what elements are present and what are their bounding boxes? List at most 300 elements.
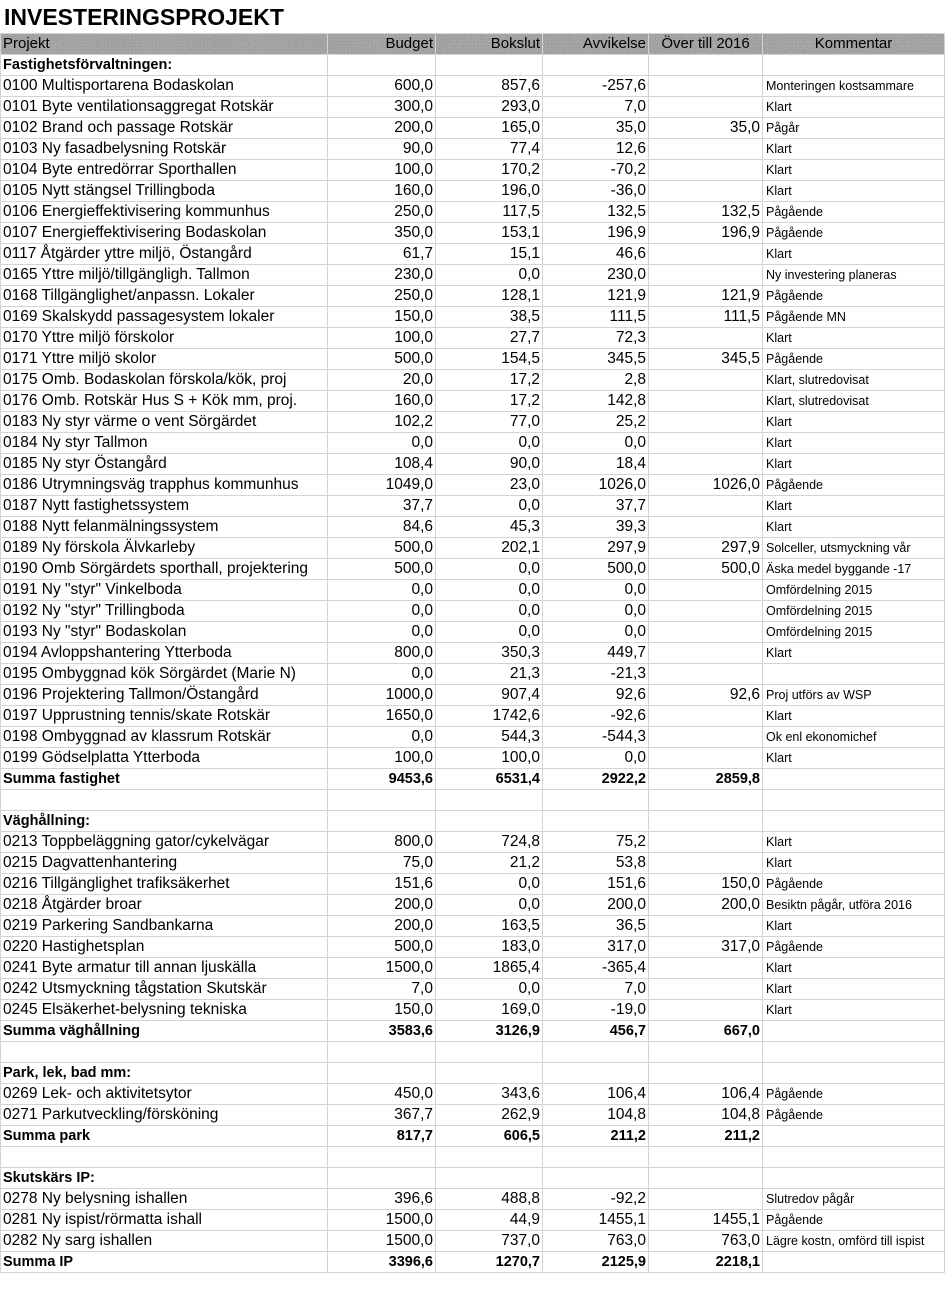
empty-cell[interactable]: [1, 790, 328, 811]
comment-cell[interactable]: Pågående: [763, 937, 945, 958]
project-cell[interactable]: 0195 Ombyggnad kök Sörgärdet (Marie N): [1, 664, 328, 685]
comment-cell[interactable]: Klart: [763, 139, 945, 160]
budget-cell[interactable]: 500,0: [328, 538, 436, 559]
over-2016-cell[interactable]: [649, 727, 763, 748]
bokslut-cell[interactable]: 0,0: [436, 580, 543, 601]
bokslut-cell[interactable]: 724,8: [436, 832, 543, 853]
budget-cell[interactable]: 1650,0: [328, 706, 436, 727]
budget-cell[interactable]: 0,0: [328, 433, 436, 454]
avvikelse-cell[interactable]: 449,7: [543, 643, 649, 664]
bokslut-cell[interactable]: 0,0: [436, 433, 543, 454]
project-cell[interactable]: 0188 Nytt felanmälningssystem: [1, 517, 328, 538]
project-cell[interactable]: 0104 Byte entredörrar Sporthallen: [1, 160, 328, 181]
project-cell[interactable]: 0168 Tillgänglighet/anpassn. Lokaler: [1, 286, 328, 307]
over-2016-cell[interactable]: [649, 181, 763, 202]
project-cell[interactable]: 0103 Ny fasadbelysning Rotskär: [1, 139, 328, 160]
empty-cell[interactable]: [763, 55, 945, 76]
avvikelse-cell[interactable]: -21,3: [543, 664, 649, 685]
over-2016-cell[interactable]: 763,0: [649, 1231, 763, 1252]
comment-cell[interactable]: Pågående: [763, 475, 945, 496]
avvikelse-cell[interactable]: 104,8: [543, 1105, 649, 1126]
bokslut-cell[interactable]: 169,0: [436, 1000, 543, 1021]
comment-cell[interactable]: Pågående: [763, 1105, 945, 1126]
project-cell[interactable]: 0176 Omb. Rotskär Hus S + Kök mm, proj.: [1, 391, 328, 412]
project-cell[interactable]: 0189 Ny förskola Älvkarleby: [1, 538, 328, 559]
comment-cell[interactable]: Klart: [763, 412, 945, 433]
empty-cell[interactable]: [763, 1168, 945, 1189]
project-cell[interactable]: 0184 Ny styr Tallmon: [1, 433, 328, 454]
empty-cell[interactable]: [649, 1147, 763, 1168]
comment-cell[interactable]: Klart: [763, 958, 945, 979]
over-2016-cell[interactable]: 500,0: [649, 559, 763, 580]
budget-cell[interactable]: 151,6: [328, 874, 436, 895]
bokslut-cell[interactable]: 857,6: [436, 76, 543, 97]
empty-cell[interactable]: [543, 1168, 649, 1189]
empty-cell[interactable]: [436, 790, 543, 811]
over-2016-cell[interactable]: [649, 454, 763, 475]
avvikelse-cell[interactable]: 18,4: [543, 454, 649, 475]
avvikelse-cell[interactable]: 2922,2: [543, 769, 649, 790]
comment-cell[interactable]: Klart: [763, 748, 945, 769]
empty-cell[interactable]: [649, 1168, 763, 1189]
comment-cell[interactable]: Klart: [763, 979, 945, 1000]
budget-cell[interactable]: 1500,0: [328, 1231, 436, 1252]
over-2016-cell[interactable]: [649, 370, 763, 391]
empty-cell[interactable]: [543, 790, 649, 811]
budget-cell[interactable]: 3396,6: [328, 1252, 436, 1273]
section-heading[interactable]: Skutskärs IP:: [1, 1168, 328, 1189]
bokslut-cell[interactable]: 117,5: [436, 202, 543, 223]
avvikelse-cell[interactable]: 2125,9: [543, 1252, 649, 1273]
empty-cell[interactable]: [763, 811, 945, 832]
section-heading[interactable]: Park, lek, bad mm:: [1, 1063, 328, 1084]
column-header[interactable]: Bokslut: [436, 34, 543, 55]
bokslut-cell[interactable]: 21,2: [436, 853, 543, 874]
bokslut-cell[interactable]: 21,3: [436, 664, 543, 685]
bokslut-cell[interactable]: 202,1: [436, 538, 543, 559]
comment-cell[interactable]: Pågående MN: [763, 307, 945, 328]
bokslut-cell[interactable]: 0,0: [436, 496, 543, 517]
budget-cell[interactable]: 500,0: [328, 349, 436, 370]
over-2016-cell[interactable]: [649, 706, 763, 727]
comment-cell[interactable]: Monteringen kostsammare: [763, 76, 945, 97]
project-cell[interactable]: 0185 Ny styr Östangård: [1, 454, 328, 475]
comment-cell[interactable]: Klart: [763, 496, 945, 517]
budget-cell[interactable]: 108,4: [328, 454, 436, 475]
budget-cell[interactable]: 817,7: [328, 1126, 436, 1147]
avvikelse-cell[interactable]: 7,0: [543, 979, 649, 1000]
over-2016-cell[interactable]: 297,9: [649, 538, 763, 559]
over-2016-cell[interactable]: 35,0: [649, 118, 763, 139]
avvikelse-cell[interactable]: 46,6: [543, 244, 649, 265]
avvikelse-cell[interactable]: 121,9: [543, 286, 649, 307]
over-2016-cell[interactable]: 106,4: [649, 1084, 763, 1105]
avvikelse-cell[interactable]: -70,2: [543, 160, 649, 181]
bokslut-cell[interactable]: 262,9: [436, 1105, 543, 1126]
comment-cell[interactable]: Klart: [763, 328, 945, 349]
avvikelse-cell[interactable]: 75,2: [543, 832, 649, 853]
project-cell[interactable]: 0220 Hastighetsplan: [1, 937, 328, 958]
over-2016-cell[interactable]: [649, 412, 763, 433]
avvikelse-cell[interactable]: 297,9: [543, 538, 649, 559]
empty-cell[interactable]: [763, 790, 945, 811]
empty-cell[interactable]: [543, 1147, 649, 1168]
bokslut-cell[interactable]: 606,5: [436, 1126, 543, 1147]
bokslut-cell[interactable]: 293,0: [436, 97, 543, 118]
comment-cell[interactable]: Klart: [763, 160, 945, 181]
bokslut-cell[interactable]: 90,0: [436, 454, 543, 475]
budget-cell[interactable]: 1500,0: [328, 958, 436, 979]
bokslut-cell[interactable]: 44,9: [436, 1210, 543, 1231]
empty-cell[interactable]: [1, 1042, 328, 1063]
bokslut-cell[interactable]: 1270,7: [436, 1252, 543, 1273]
bokslut-cell[interactable]: 488,8: [436, 1189, 543, 1210]
avvikelse-cell[interactable]: 0,0: [543, 622, 649, 643]
bokslut-cell[interactable]: 100,0: [436, 748, 543, 769]
bokslut-cell[interactable]: 0,0: [436, 265, 543, 286]
project-cell[interactable]: 0175 Omb. Bodaskolan förskola/kök, proj: [1, 370, 328, 391]
project-cell[interactable]: 0187 Nytt fastighetssystem: [1, 496, 328, 517]
avvikelse-cell[interactable]: -92,6: [543, 706, 649, 727]
avvikelse-cell[interactable]: 53,8: [543, 853, 649, 874]
comment-cell[interactable]: Klart: [763, 853, 945, 874]
avvikelse-cell[interactable]: -36,0: [543, 181, 649, 202]
budget-cell[interactable]: 600,0: [328, 76, 436, 97]
comment-cell[interactable]: Klart: [763, 643, 945, 664]
comment-cell[interactable]: Proj utförs av WSP: [763, 685, 945, 706]
budget-cell[interactable]: 350,0: [328, 223, 436, 244]
bokslut-cell[interactable]: 196,0: [436, 181, 543, 202]
bokslut-cell[interactable]: 165,0: [436, 118, 543, 139]
avvikelse-cell[interactable]: 36,5: [543, 916, 649, 937]
bokslut-cell[interactable]: 128,1: [436, 286, 543, 307]
budget-cell[interactable]: 84,6: [328, 517, 436, 538]
empty-cell[interactable]: [1, 1147, 328, 1168]
project-cell[interactable]: 0281 Ny ispist/rörmatta ishall: [1, 1210, 328, 1231]
avvikelse-cell[interactable]: 0,0: [543, 580, 649, 601]
over-2016-cell[interactable]: [649, 853, 763, 874]
column-header[interactable]: Projekt: [1, 34, 328, 55]
bokslut-cell[interactable]: 3126,9: [436, 1021, 543, 1042]
bokslut-cell[interactable]: 38,5: [436, 307, 543, 328]
bokslut-cell[interactable]: 170,2: [436, 160, 543, 181]
avvikelse-cell[interactable]: 0,0: [543, 601, 649, 622]
over-2016-cell[interactable]: [649, 97, 763, 118]
empty-cell[interactable]: [328, 1168, 436, 1189]
column-header[interactable]: Budget: [328, 34, 436, 55]
comment-cell[interactable]: Pågående: [763, 874, 945, 895]
budget-cell[interactable]: 160,0: [328, 391, 436, 412]
comment-cell[interactable]: Lägre kostn, omförd till ispist: [763, 1231, 945, 1252]
project-cell[interactable]: 0191 Ny "styr" Vinkelboda: [1, 580, 328, 601]
project-cell[interactable]: 0241 Byte armatur till annan ljuskälla: [1, 958, 328, 979]
budget-cell[interactable]: 100,0: [328, 160, 436, 181]
project-cell[interactable]: 0215 Dagvattenhantering: [1, 853, 328, 874]
budget-cell[interactable]: 0,0: [328, 664, 436, 685]
empty-cell[interactable]: [543, 1042, 649, 1063]
project-cell[interactable]: 0216 Tillgänglighet trafiksäkerhet: [1, 874, 328, 895]
comment-cell[interactable]: Klart, slutredovisat: [763, 391, 945, 412]
over-2016-cell[interactable]: [649, 916, 763, 937]
over-2016-cell[interactable]: 196,9: [649, 223, 763, 244]
avvikelse-cell[interactable]: 12,6: [543, 139, 649, 160]
comment-cell[interactable]: Klart: [763, 181, 945, 202]
comment-cell[interactable]: Pågående: [763, 1210, 945, 1231]
avvikelse-cell[interactable]: 111,5: [543, 307, 649, 328]
project-cell[interactable]: 0199 Gödselplatta Ytterboda: [1, 748, 328, 769]
over-2016-cell[interactable]: [649, 160, 763, 181]
empty-cell[interactable]: [649, 55, 763, 76]
project-cell[interactable]: Summa park: [1, 1126, 328, 1147]
over-2016-cell[interactable]: [649, 265, 763, 286]
over-2016-cell[interactable]: 121,9: [649, 286, 763, 307]
budget-cell[interactable]: 7,0: [328, 979, 436, 1000]
avvikelse-cell[interactable]: -365,4: [543, 958, 649, 979]
empty-cell[interactable]: [328, 1063, 436, 1084]
project-cell[interactable]: 0165 Yttre miljö/tillgängligh. Tallmon: [1, 265, 328, 286]
comment-cell[interactable]: Pågår: [763, 118, 945, 139]
bokslut-cell[interactable]: 154,5: [436, 349, 543, 370]
project-cell[interactable]: 0100 Multisportarena Bodaskolan: [1, 76, 328, 97]
comment-cell[interactable]: Klart: [763, 454, 945, 475]
avvikelse-cell[interactable]: 39,3: [543, 517, 649, 538]
budget-cell[interactable]: 1000,0: [328, 685, 436, 706]
avvikelse-cell[interactable]: 456,7: [543, 1021, 649, 1042]
comment-cell[interactable]: Slutredov pågår: [763, 1189, 945, 1210]
empty-cell[interactable]: [649, 811, 763, 832]
budget-cell[interactable]: 1500,0: [328, 1210, 436, 1231]
project-cell[interactable]: 0107 Energieffektivisering Bodaskolan: [1, 223, 328, 244]
budget-cell[interactable]: 3583,6: [328, 1021, 436, 1042]
project-cell[interactable]: 0213 Toppbeläggning gator/cykelvägar: [1, 832, 328, 853]
over-2016-cell[interactable]: [649, 748, 763, 769]
project-cell[interactable]: Summa väghållning: [1, 1021, 328, 1042]
empty-cell[interactable]: [436, 1042, 543, 1063]
column-header[interactable]: Avvikelse: [543, 34, 649, 55]
project-cell[interactable]: 0198 Ombyggnad av klassrum Rotskär: [1, 727, 328, 748]
project-cell[interactable]: 0190 Omb Sörgärdets sporthall, projektering: [1, 559, 328, 580]
project-cell[interactable]: 0282 Ny sarg ishallen: [1, 1231, 328, 1252]
bokslut-cell[interactable]: 23,0: [436, 475, 543, 496]
budget-cell[interactable]: 500,0: [328, 937, 436, 958]
budget-cell[interactable]: 150,0: [328, 1000, 436, 1021]
avvikelse-cell[interactable]: 92,6: [543, 685, 649, 706]
avvikelse-cell[interactable]: -19,0: [543, 1000, 649, 1021]
over-2016-cell[interactable]: [649, 1000, 763, 1021]
over-2016-cell[interactable]: 2218,1: [649, 1252, 763, 1273]
section-heading[interactable]: Väghållning:: [1, 811, 328, 832]
over-2016-cell[interactable]: [649, 958, 763, 979]
empty-cell[interactable]: [763, 1147, 945, 1168]
comment-cell[interactable]: [763, 1252, 945, 1273]
section-heading[interactable]: Fastighetsförvaltningen:: [1, 55, 328, 76]
over-2016-cell[interactable]: 345,5: [649, 349, 763, 370]
bokslut-cell[interactable]: 0,0: [436, 559, 543, 580]
avvikelse-cell[interactable]: -257,6: [543, 76, 649, 97]
over-2016-cell[interactable]: [649, 244, 763, 265]
bokslut-cell[interactable]: 0,0: [436, 622, 543, 643]
budget-cell[interactable]: 200,0: [328, 118, 436, 139]
project-cell[interactable]: 0192 Ny "styr" Trillingboda: [1, 601, 328, 622]
comment-cell[interactable]: Omfördelning 2015: [763, 601, 945, 622]
budget-cell[interactable]: 9453,6: [328, 769, 436, 790]
avvikelse-cell[interactable]: 317,0: [543, 937, 649, 958]
comment-cell[interactable]: [763, 1126, 945, 1147]
comment-cell[interactable]: Klart, slutredovisat: [763, 370, 945, 391]
budget-cell[interactable]: 200,0: [328, 916, 436, 937]
comment-cell[interactable]: Klart: [763, 916, 945, 937]
comment-cell[interactable]: Klart: [763, 244, 945, 265]
over-2016-cell[interactable]: [649, 391, 763, 412]
over-2016-cell[interactable]: [649, 517, 763, 538]
empty-cell[interactable]: [436, 1168, 543, 1189]
avvikelse-cell[interactable]: 196,9: [543, 223, 649, 244]
project-cell[interactable]: 0196 Projektering Tallmon/Östangård: [1, 685, 328, 706]
project-cell[interactable]: 0271 Parkutveckling/försköning: [1, 1105, 328, 1126]
budget-cell[interactable]: 150,0: [328, 307, 436, 328]
empty-cell[interactable]: [436, 1063, 543, 1084]
budget-cell[interactable]: 0,0: [328, 580, 436, 601]
avvikelse-cell[interactable]: 200,0: [543, 895, 649, 916]
bokslut-cell[interactable]: 343,6: [436, 1084, 543, 1105]
budget-cell[interactable]: 1049,0: [328, 475, 436, 496]
avvikelse-cell[interactable]: 2,8: [543, 370, 649, 391]
comment-cell[interactable]: Pågående: [763, 286, 945, 307]
budget-cell[interactable]: 800,0: [328, 832, 436, 853]
comment-cell[interactable]: [763, 664, 945, 685]
over-2016-cell[interactable]: 1026,0: [649, 475, 763, 496]
budget-cell[interactable]: 300,0: [328, 97, 436, 118]
project-cell[interactable]: 0269 Lek- och aktivitetsytor: [1, 1084, 328, 1105]
comment-cell[interactable]: Pågående: [763, 1084, 945, 1105]
avvikelse-cell[interactable]: 151,6: [543, 874, 649, 895]
over-2016-cell[interactable]: 150,0: [649, 874, 763, 895]
comment-cell[interactable]: Klart: [763, 433, 945, 454]
empty-cell[interactable]: [328, 1147, 436, 1168]
budget-cell[interactable]: 100,0: [328, 328, 436, 349]
over-2016-cell[interactable]: 111,5: [649, 307, 763, 328]
project-cell[interactable]: 0106 Energieffektivisering kommunhus: [1, 202, 328, 223]
empty-cell[interactable]: [543, 811, 649, 832]
comment-cell[interactable]: Klart: [763, 706, 945, 727]
project-cell[interactable]: 0186 Utrymningsväg trapphus kommunhus: [1, 475, 328, 496]
comment-cell[interactable]: Pågående: [763, 223, 945, 244]
column-header[interactable]: Kommentar: [763, 34, 945, 55]
avvikelse-cell[interactable]: 230,0: [543, 265, 649, 286]
budget-cell[interactable]: 250,0: [328, 286, 436, 307]
avvikelse-cell[interactable]: 500,0: [543, 559, 649, 580]
project-cell[interactable]: 0242 Utsmyckning tågstation Skutskär: [1, 979, 328, 1000]
project-cell[interactable]: 0105 Nytt stängsel Trillingboda: [1, 181, 328, 202]
over-2016-cell[interactable]: [649, 139, 763, 160]
empty-cell[interactable]: [328, 790, 436, 811]
comment-cell[interactable]: Ny investering planeras: [763, 265, 945, 286]
bokslut-cell[interactable]: 0,0: [436, 601, 543, 622]
budget-cell[interactable]: 75,0: [328, 853, 436, 874]
bokslut-cell[interactable]: 27,7: [436, 328, 543, 349]
bokslut-cell[interactable]: 544,3: [436, 727, 543, 748]
bokslut-cell[interactable]: 6531,4: [436, 769, 543, 790]
avvikelse-cell[interactable]: 0,0: [543, 748, 649, 769]
bokslut-cell[interactable]: 737,0: [436, 1231, 543, 1252]
budget-cell[interactable]: 0,0: [328, 622, 436, 643]
empty-cell[interactable]: [328, 811, 436, 832]
bokslut-cell[interactable]: 17,2: [436, 391, 543, 412]
over-2016-cell[interactable]: [649, 580, 763, 601]
avvikelse-cell[interactable]: 1455,1: [543, 1210, 649, 1231]
project-cell[interactable]: 0219 Parkering Sandbankarna: [1, 916, 328, 937]
project-cell[interactable]: 0197 Upprustning tennis/skate Rotskär: [1, 706, 328, 727]
comment-cell[interactable]: Omfördelning 2015: [763, 580, 945, 601]
avvikelse-cell[interactable]: 763,0: [543, 1231, 649, 1252]
over-2016-cell[interactable]: [649, 643, 763, 664]
avvikelse-cell[interactable]: 7,0: [543, 97, 649, 118]
budget-cell[interactable]: 61,7: [328, 244, 436, 265]
project-cell[interactable]: 0117 Åtgärder yttre miljö, Östangård: [1, 244, 328, 265]
project-cell[interactable]: Summa IP: [1, 1252, 328, 1273]
comment-cell[interactable]: Omfördelning 2015: [763, 622, 945, 643]
over-2016-cell[interactable]: 2859,8: [649, 769, 763, 790]
avvikelse-cell[interactable]: 345,5: [543, 349, 649, 370]
avvikelse-cell[interactable]: 0,0: [543, 433, 649, 454]
over-2016-cell[interactable]: 667,0: [649, 1021, 763, 1042]
bokslut-cell[interactable]: 183,0: [436, 937, 543, 958]
project-cell[interactable]: 0194 Avloppshantering Ytterboda: [1, 643, 328, 664]
budget-cell[interactable]: 20,0: [328, 370, 436, 391]
avvikelse-cell[interactable]: 211,2: [543, 1126, 649, 1147]
over-2016-cell[interactable]: [649, 601, 763, 622]
avvikelse-cell[interactable]: 72,3: [543, 328, 649, 349]
over-2016-cell[interactable]: [649, 76, 763, 97]
over-2016-cell[interactable]: [649, 433, 763, 454]
over-2016-cell[interactable]: 200,0: [649, 895, 763, 916]
over-2016-cell[interactable]: [649, 832, 763, 853]
budget-cell[interactable]: 100,0: [328, 748, 436, 769]
over-2016-cell[interactable]: [649, 328, 763, 349]
empty-cell[interactable]: [649, 790, 763, 811]
avvikelse-cell[interactable]: 35,0: [543, 118, 649, 139]
project-cell[interactable]: 0245 Elsäkerhet-belysning tekniska: [1, 1000, 328, 1021]
over-2016-cell[interactable]: 211,2: [649, 1126, 763, 1147]
comment-cell[interactable]: Klart: [763, 832, 945, 853]
project-cell[interactable]: 0218 Åtgärder broar: [1, 895, 328, 916]
empty-cell[interactable]: [763, 1063, 945, 1084]
budget-cell[interactable]: 90,0: [328, 139, 436, 160]
comment-cell[interactable]: Pågående: [763, 349, 945, 370]
empty-cell[interactable]: [328, 1042, 436, 1063]
bokslut-cell[interactable]: 0,0: [436, 979, 543, 1000]
over-2016-cell[interactable]: 317,0: [649, 937, 763, 958]
over-2016-cell[interactable]: [649, 622, 763, 643]
comment-cell[interactable]: Pågående: [763, 202, 945, 223]
avvikelse-cell[interactable]: 106,4: [543, 1084, 649, 1105]
project-cell[interactable]: 0101 Byte ventilationsaggregat Rotskär: [1, 97, 328, 118]
empty-cell[interactable]: [436, 1147, 543, 1168]
budget-cell[interactable]: 450,0: [328, 1084, 436, 1105]
comment-cell[interactable]: Klart: [763, 517, 945, 538]
empty-cell[interactable]: [436, 55, 543, 76]
budget-cell[interactable]: 367,7: [328, 1105, 436, 1126]
over-2016-cell[interactable]: [649, 496, 763, 517]
bokslut-cell[interactable]: 77,4: [436, 139, 543, 160]
comment-cell[interactable]: Klart: [763, 97, 945, 118]
comment-cell[interactable]: [763, 1021, 945, 1042]
comment-cell[interactable]: Ok enl ekonomichef: [763, 727, 945, 748]
comment-cell[interactable]: Äska medel byggande -17: [763, 559, 945, 580]
bokslut-cell[interactable]: 17,2: [436, 370, 543, 391]
project-cell[interactable]: 0183 Ny styr värme o vent Sörgärdet: [1, 412, 328, 433]
over-2016-cell[interactable]: 132,5: [649, 202, 763, 223]
